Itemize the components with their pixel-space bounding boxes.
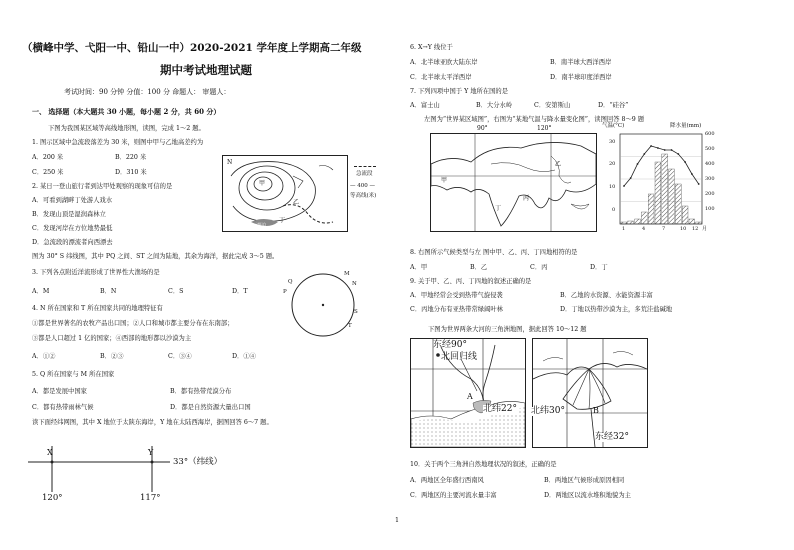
precip-tick-500: 500 xyxy=(705,146,715,152)
q10-option-c: C．两地区的主要河流水量丰富 xyxy=(410,492,497,499)
grid-label-lon-117: 117° xyxy=(140,493,161,503)
q6-option-d: D．南半球印度洋西岸 xyxy=(550,74,612,81)
lat-lon-grid-figure xyxy=(28,444,238,506)
exam-meta: 考试时间：90 分钟 分值：100 分 命题人： 审题人： xyxy=(64,88,231,96)
q9-stem: 9. 关于甲、乙、丙、丁四地的叙述正确的是 xyxy=(410,278,532,285)
q5-option-b: B．都有热带荒漠分布 xyxy=(170,388,232,395)
circle-label-n: N xyxy=(352,281,357,287)
q2-stem: 2. 某日一登山旅行者到达甲处观察的现象可信的是 xyxy=(32,183,173,190)
month-tick-12: 12 xyxy=(692,226,699,232)
q6-stem: 6. X→Y 线位于 xyxy=(410,44,453,51)
q4-option-a: A．①② xyxy=(32,353,56,360)
contour-map xyxy=(222,155,348,232)
q9-option-a: A．甲地经常会受到热带气旋侵袭 xyxy=(410,292,503,299)
q2-option-b: B．发现山顶是湿润森林立 xyxy=(32,211,106,218)
delta-a-lon-label: 东经90° xyxy=(433,340,467,350)
q3-option-a: A．M xyxy=(32,288,50,295)
map1-ding-label: 丁 xyxy=(279,217,286,224)
q5-option-c: C．都有热带雨林气候 xyxy=(32,404,94,411)
precip-tick-200: 200 xyxy=(705,191,715,197)
month-tick-10: 10 xyxy=(680,226,687,232)
precip-tick-400: 400 xyxy=(705,161,715,167)
rapids-legend-symbol xyxy=(354,166,376,170)
region-map xyxy=(430,125,597,232)
page-number: 1 xyxy=(395,517,400,524)
delta-b-lon-label: 东经32° xyxy=(595,432,629,442)
delta-a-lat-label: 北纬22° xyxy=(483,404,517,414)
delta-b-point-label: B xyxy=(593,406,599,415)
q4-line1: ①都是世界著名的农牧产品出口国；②人口和城市都主要分布在东南部； xyxy=(32,320,234,327)
temp-tick-30: 30 xyxy=(609,139,616,145)
precip-tick-300: 300 xyxy=(705,176,715,182)
delta-b-map xyxy=(532,338,648,448)
month-tick-4: 4 xyxy=(642,226,646,232)
exam-title-line1: （横峰中学、弋阳一中、铅山一中）2020-2021 学年度上学期高二年级 xyxy=(22,42,362,54)
q10-option-a: A．两地区全年盛行西南风 xyxy=(410,477,484,484)
q3-option-b: B．N xyxy=(100,288,117,295)
q3-stem: 3. 下列各点附近洋流形成了世界性大渔场的是 xyxy=(32,269,160,276)
q4-stem: 4. N 所在国家和 T 所在国家共同的地理特征有 xyxy=(32,305,163,312)
section-heading: 一、 选择题（本大题共 30 小题，每小题 2 分，共 60 分） xyxy=(32,107,221,116)
grid-label-x: X xyxy=(47,448,53,457)
q9-option-c: C．丙地分布有亚热带常绿阔叶林 xyxy=(410,306,503,313)
circle-label-t: T xyxy=(348,323,352,329)
temp-tick-0: 0 xyxy=(612,207,616,213)
q5-option-d: D．都是自然资源大量出口国 xyxy=(170,404,251,411)
q1-option-b: B．220 米 xyxy=(115,154,147,161)
q1-option-c: C．250 米 xyxy=(32,169,64,176)
climate-precip-label: 降水量(mm) xyxy=(670,123,702,129)
intro-3-5: 图为 30° S 纬线图，其中 PQ 之间、ST 之间为陆地，其余为海洋，据此完成 3～5 题。 xyxy=(32,253,279,260)
map2-bing-label: 丙 xyxy=(523,195,530,202)
q8-stem: 8. 右图所示气候类型与左 图中甲、乙、丙、丁四地相符的是 xyxy=(410,249,578,256)
q7-option-b: B．大分水岭 xyxy=(476,102,513,109)
month-unit: 月 xyxy=(702,226,708,232)
q7-option-d: D．“硅谷” xyxy=(598,102,629,109)
circle-label-s: S xyxy=(354,309,358,315)
temp-tick-10: 10 xyxy=(609,184,616,190)
q1-stem: 1. 图示区域中急流段落差为 30 米，则图中甲与乙地高差约为 xyxy=(32,139,204,146)
q4-option-c: C．③④ xyxy=(168,353,192,360)
q4-option-b: B．②③ xyxy=(100,353,124,360)
delta-a-map xyxy=(410,338,526,448)
q6-option-c: C．北半球太平洋西岸 xyxy=(410,74,472,81)
map2-jia-label: 甲 xyxy=(441,177,448,184)
intro-1-2: 下图为我国某区域等高线地形图，读图，完成 1～2 题。 xyxy=(48,125,205,132)
q7-option-c: C．安第斯山 xyxy=(534,102,571,109)
map1-yi-label: 乙 xyxy=(293,199,300,206)
temp-tick-20: 20 xyxy=(609,161,616,167)
intro-8-9: 左图为“世界某区域图”，右图为“某地气温与降水量变化图”，读图回答 8～9 题 xyxy=(424,116,645,123)
precip-tick-600: 600 xyxy=(705,131,715,137)
map1-jia-label: 甲 xyxy=(259,180,266,187)
q10-stem: 10．关于两个三角洲自然地理状况的叙述，正确的是 xyxy=(410,461,557,468)
map1-legend-rapids: 急流段 xyxy=(356,171,373,177)
q5-option-a: A．都是发展中国家 xyxy=(32,388,87,395)
delta-a-tropic-label: 北回归线 xyxy=(441,352,478,362)
map1-north-label: N xyxy=(227,159,233,166)
q1-option-a: A．200 米 xyxy=(32,154,64,161)
month-tick-1: 1 xyxy=(622,226,626,232)
month-tick-7: 7 xyxy=(662,226,666,232)
q8-option-d: D．丁 xyxy=(590,264,608,271)
q6-option-a: A．北半球亚欧大陆东岸 xyxy=(410,59,478,66)
climate-temp-label: 气温(°C) xyxy=(602,123,625,129)
q2-option-a: A．可看到湖畔丁处游人戏水 xyxy=(32,197,113,204)
q4-option-d: D．①④ xyxy=(232,353,256,360)
map1-legend-contour-label: 等高线(米) xyxy=(350,193,377,199)
exam-title-line2: 期中考试地理试题 xyxy=(160,63,252,77)
q1-option-d: D．310 米 xyxy=(115,169,147,176)
map2-lon90-label: 90° xyxy=(477,125,488,132)
q5-stem: 5. Q 所在国家与 M 所在国家 xyxy=(32,371,115,378)
grid-label-lon-120: 120° xyxy=(42,493,63,503)
climate-chart xyxy=(602,124,720,236)
q6-option-b: B．南半球大西洋西岸 xyxy=(550,59,612,66)
q4-line2: ③都是人口超过 1 亿的国家；④西部的地形都以沙漠为主 xyxy=(32,335,192,342)
circle-label-m: M xyxy=(344,271,350,277)
q8-option-c: C．丙 xyxy=(530,264,548,271)
q7-stem: 7. 下列四项中国于 Y 地所在国的是 xyxy=(410,88,509,95)
map2-lon120-label: 120° xyxy=(537,125,552,132)
q3-option-c: C．S xyxy=(168,288,184,295)
circle-label-q: Q xyxy=(288,279,293,285)
q10-option-d: D．两地区以流水堆积地貌为主 xyxy=(544,492,631,499)
intro-6-8: 读下面经纬网图，其中 X 地位于太陕东海岸，Y 地在太陆西海岸，据图回答 6～7 题。 xyxy=(32,419,273,426)
latitude-circle-figure xyxy=(283,270,358,340)
q9-option-b: B．乙地的水资源、水能资源丰富 xyxy=(560,292,653,299)
map1-legend-contour-value: — 400 — xyxy=(350,183,375,189)
delta-a-point-label: A xyxy=(467,392,473,401)
q7-option-a: A．富士山 xyxy=(410,102,440,109)
q8-option-b: B．乙 xyxy=(470,264,488,271)
map1-lake-label: 湖泊 xyxy=(256,223,267,229)
circle-label-p: P xyxy=(283,289,287,295)
q8-option-a: A．甲 xyxy=(410,264,428,271)
precip-tick-100: 100 xyxy=(705,206,715,212)
map2-yi-label: 乙 xyxy=(555,161,562,168)
intro-10-12: 下图为世界两条大河的三角洲地图，据此回答 10～12 题 xyxy=(428,326,587,333)
q2-option-d: D．急流段的漂流者向西漂去 xyxy=(32,239,113,246)
q2-option-c: C．发现河岸在方位地势最低 xyxy=(32,225,113,232)
q9-option-d: D．丁地以热带沙漠为主，多荒洼盐碱地 xyxy=(560,306,673,313)
grid-label-latitude: 33°（纬线） xyxy=(173,457,223,467)
q10-option-b: B．两地区气候形成原因相同 xyxy=(544,477,625,484)
q3-option-d: D．T xyxy=(232,288,248,295)
delta-b-lat-label: 北纬30° xyxy=(531,406,565,416)
map2-ding-label: 丁 xyxy=(495,205,502,212)
grid-label-y: Y xyxy=(148,448,154,457)
